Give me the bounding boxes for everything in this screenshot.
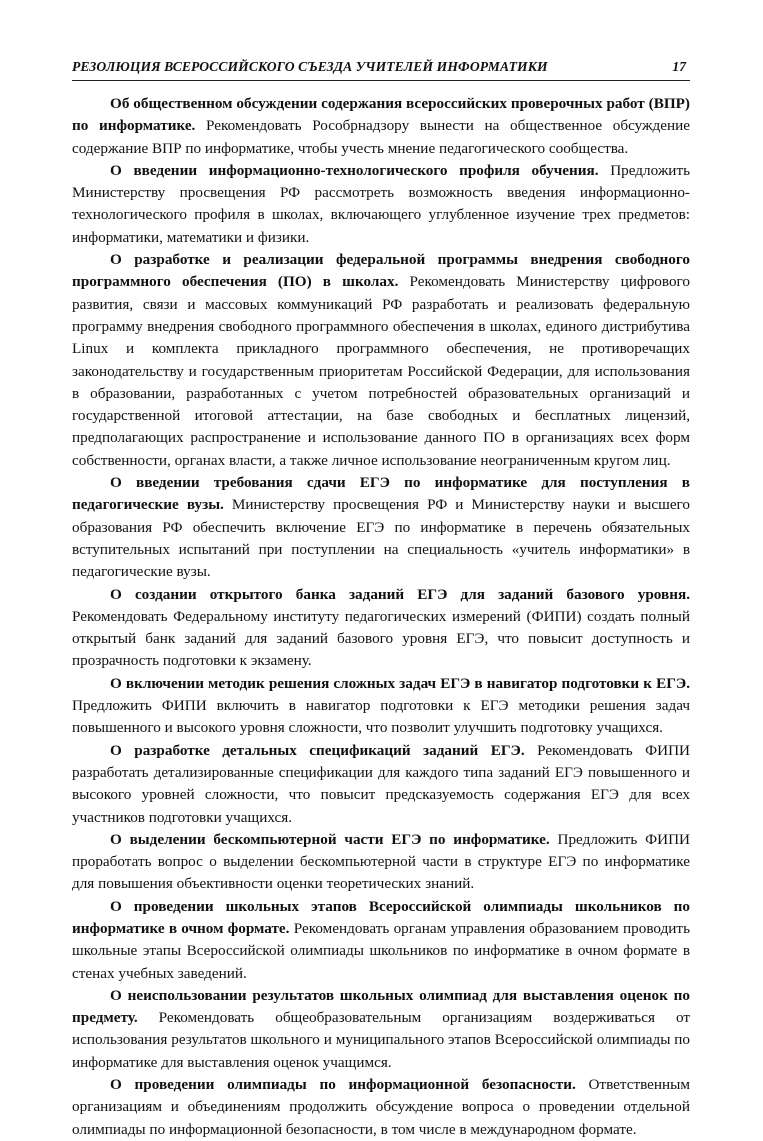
item-text: Министерству просвещения РФ и Министерству науки и высшего образования РФ обеспечить включение ЕГЭ по информатике в перечень обязательных вступительных испытаний при поступлении на специальность «учитель информатики» в педагогические вузы.	[72, 496, 690, 581]
item-heading: Об общественном обсуждении содержания всероссийских проверочных работ (ВПР) по информатике.	[72, 95, 690, 135]
resolution-item	[72, 160, 690, 249]
resolution-body	[72, 93, 690, 1141]
item-text: Предложить ФИПИ включить в навигатор подготовки к ЕГЭ методики решения задач повышенного и высокого уровня сложности, что позволит улучшить подготовку учащихся.	[72, 697, 690, 737]
item-text: Предложить ФИПИ проработать вопрос о выделении бескомпьютерной части в структуре ЕГЭ по информатике для повышения объективности оценки теоретических знаний.	[72, 830, 690, 893]
resolution-item	[72, 740, 690, 829]
resolution-item	[72, 829, 690, 896]
resolution-item	[72, 1074, 690, 1141]
item-text: Рекомендовать общеобразовательным организациям воздерживаться от использования результатов школьного и муниципального этапов Всероссийской олимпиады по информатике для выставления оценок учащимся.	[72, 1009, 690, 1071]
item-heading: О введении требования сдачи ЕГЭ по информатике для поступления в педагогические вузы.	[72, 474, 690, 514]
item-heading: О введении информационно-технологического профиля обучения.	[110, 161, 599, 179]
item-text: Рекомендовать Министерству цифрового развития, связи и массовых коммуникаций РФ разработать и реализовать федеральную программу внедрения свободного программного обеспечения в школах, единого дистрибутива Linux и комплекта прикладного программного обеспечения, не противоречащих законодательству и государственным приоритетам Российской Федерации, для использования в образовании, разработанных с учетом потребностей образовательных организаций и государственной итоговой аттестации, на базе свободных и бесплатных лицензий, предполагающих распространение и использование данного ПО в организациях всех форм собственности, органах власти, а также личное использование неограниченным кругом лиц.	[72, 273, 690, 469]
resolution-item	[72, 472, 690, 583]
resolution-item	[72, 985, 690, 1074]
resolution-item	[72, 896, 690, 985]
item-heading: О проведении олимпиады по информационной безопасности.	[110, 1076, 576, 1094]
item-text: Ответственным организациям и объединениям продолжить обсуждение вопроса о проведении отдельной олимпиады по информационной безопасности, в том числе в международном формате.	[72, 1076, 690, 1138]
item-heading: О включении методик решения сложных задач ЕГЭ в навигатор подготовки к ЕГЭ.	[110, 674, 690, 692]
item-text: Рекомендовать ФИПИ разработать детализированные спецификации для каждого типа заданий ЕГЭ повышенного и высокого уровней сложности, что повысит предсказуемость содержания ЕГЭ для всех участников подготовки учащихся.	[72, 741, 691, 826]
item-heading: О выделении бескомпьютерной части ЕГЭ по информатике.	[110, 830, 550, 848]
item-text: Рекомендовать Федеральному институту педагогических измерений (ФИПИ) создать полный открытый банк заданий для заданий базового уровня ЕГЭ, что повысит доступность и прозрачность подготовки к экзамену.	[72, 607, 690, 670]
resolution-item	[72, 249, 690, 472]
item-text: Рекомендовать Рособрнадзору вынести на общественное обсуждение содержание ВПР по информатике, чтобы учесть мнение педагогического сообщества.	[72, 117, 690, 157]
running-header-title: РЕЗОЛЮЦИЯ ВСЕРОССИЙСКОГО СЪЕЗДА УЧИТЕЛЕЙ ИНФОРМАТИКИ	[72, 59, 548, 74]
item-text: Рекомендовать органам управления образованием проводить школьные этапы Всероссийской олимпиады школьников по информатике в очном формате в стенах учебных заведений.	[72, 919, 690, 982]
resolution-item	[72, 673, 690, 740]
item-heading: О разработке детальных спецификаций заданий ЕГЭ.	[110, 741, 525, 759]
page-number: 17	[672, 59, 686, 74]
item-heading: О разработке и реализации федеральной программы внедрения свободного программного обеспечения (ПО) в школах.	[72, 251, 690, 291]
resolution-item	[72, 584, 690, 673]
item-heading: О создании открытого банка заданий ЕГЭ для заданий базового уровня.	[110, 585, 690, 603]
item-text: Предложить Министерству просвещения РФ рассмотреть возможность введения информационно-технологического профиля в школах, включающего углубленное изучение трех предметов: информатики, математики и физики.	[72, 161, 691, 246]
item-heading: О неиспользовании результатов школьных олимпиад для выставления оценок по предмету.	[72, 986, 690, 1027]
resolution-item	[72, 93, 690, 160]
running-header	[72, 58, 690, 81]
item-heading: О проведении школьных этапов Всероссийской олимпиады школьников по информатике в очном формате.	[72, 897, 690, 937]
